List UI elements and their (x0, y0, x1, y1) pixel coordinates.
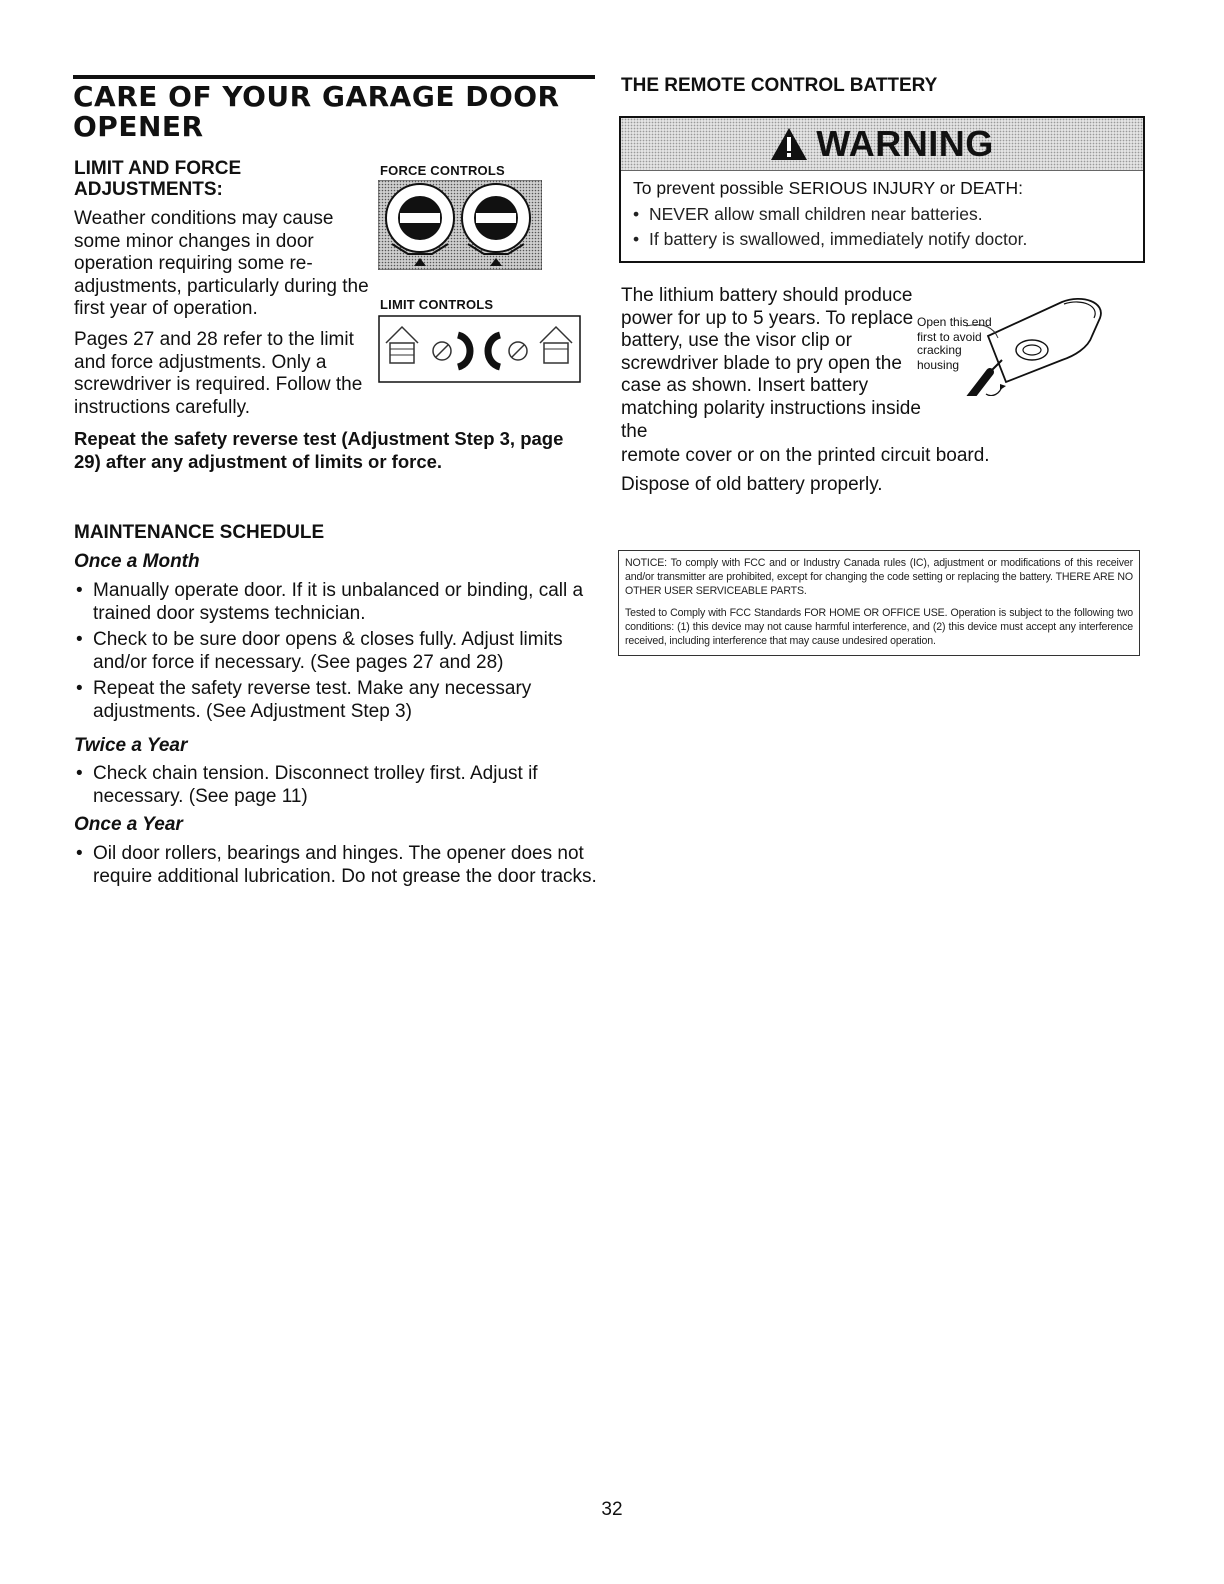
list-item: • NEVER allow small children near batteries. (633, 202, 1133, 227)
list-item: • Repeat the safety reverse test. Make any necessary adjustments. (See Adjustment Step 3) (74, 678, 594, 723)
fcc-notice-paragraph-1: NOTICE: To comply with FCC and or Industry Canada rules (IC), adjustment or modifications of this receiver and/or transmitter are prohibited, except for changing the code setting or replacing the battery. THERE ARE NO OTHER USER SERVICEABLE PARTS. (625, 557, 1133, 597)
figure-note-line: Open this end (917, 315, 992, 329)
figure-note-line: housing (917, 358, 960, 372)
once-a-month-label: Once a Month (74, 551, 200, 572)
force-controls-illustration (378, 180, 542, 270)
limit-screw-left (433, 342, 451, 360)
fcc-notice-box (618, 550, 1140, 656)
warning-box (619, 116, 1145, 263)
page-title: CARE OF YOUR GARAGE DOOR OPENER (73, 80, 560, 143)
fcc-notice-paragraph-2: Tested to Comply with FCC Standards FOR HOME OR OFFICE USE. Operation is subject to the following two conditions: (1) this device may not cause harmful interference, and (2) this device must accept any interference received, including interference that may cause undesired operation. (625, 607, 1133, 647)
remote-battery-heading: THE REMOTE CONTROL BATTERY (621, 75, 938, 96)
safety-reverse-note: Repeat the safety reverse test (Adjustment Step 3, page 29) after any adjustment of limits or force. (74, 428, 564, 472)
title-rule (73, 75, 595, 79)
limit-controls-label: LIMIT CONTROLS (380, 297, 494, 312)
twice-a-year-label: Twice a Year (74, 735, 188, 756)
warning-banner (621, 118, 1143, 171)
list-item: • Oil door rollers, bearings and hinges. The opener does not require additional lubrication. Do not grease the door tracks. (74, 843, 604, 888)
screwdriver-icon (970, 360, 1002, 396)
list-item: • Check chain tension. Disconnect trolley first. Adjust if necessary. (See page 11) (74, 763, 594, 808)
limit-screw-right (509, 342, 527, 360)
battery-dispose-note: Dispose of old battery properly. (621, 474, 883, 495)
force-dial-right (462, 184, 530, 254)
figure-note-line: cracking (917, 343, 962, 357)
limit-controls-illustration (378, 315, 581, 383)
warning-triangle-icon (770, 127, 808, 161)
list-item: • Manually operate door. If it is unbalanced or binding, call a trained door systems technician. (74, 580, 594, 625)
monthly-task-list (74, 580, 594, 728)
once-a-year-label: Once a Year (74, 814, 183, 835)
force-controls-label: FORCE CONTROLS (380, 163, 505, 178)
warning-word: WARNING (816, 123, 994, 164)
warning-list (633, 202, 1133, 252)
page-number: 32 (601, 1499, 623, 1520)
maintenance-heading: MAINTENANCE SCHEDULE (74, 522, 325, 543)
list-item: • Check to be sure door opens & closes fully. Adjust limits and/or force if necessary. (See pages 27 and 28) (74, 629, 594, 674)
battery-paragraph-continued: remote cover or on the printed circuit board. (621, 445, 990, 466)
remote-housing (988, 299, 1101, 382)
force-dial-left (386, 184, 454, 254)
figure-note-line: first to avoid (917, 330, 982, 344)
yearly-task-list (74, 843, 604, 892)
limit-force-paragraph-1: Weather conditions may cause some minor changes in door operation requiring some re-adjustments, particularly during the first year of operation. (74, 208, 369, 320)
warning-intro: To prevent possible SERIOUS INJURY or DEATH: (633, 178, 1023, 198)
list-item: • If battery is swallowed, immediately notify doctor. (633, 227, 1133, 252)
limit-force-paragraph-2: Pages 27 and 28 refer to the limit and force adjustments. Only a screwdriver is required. Follow the instructions carefully. (74, 329, 363, 418)
limit-force-heading: LIMIT AND FORCE ADJUSTMENTS: (74, 158, 242, 200)
twice-yearly-task-list (74, 763, 594, 812)
battery-paragraph: The lithium battery should produce power for up to 5 years. To replace battery, use the visor clip or screwdriver blade to pry open the case as shown. Insert battery matching polarity instructions inside the (621, 285, 921, 442)
